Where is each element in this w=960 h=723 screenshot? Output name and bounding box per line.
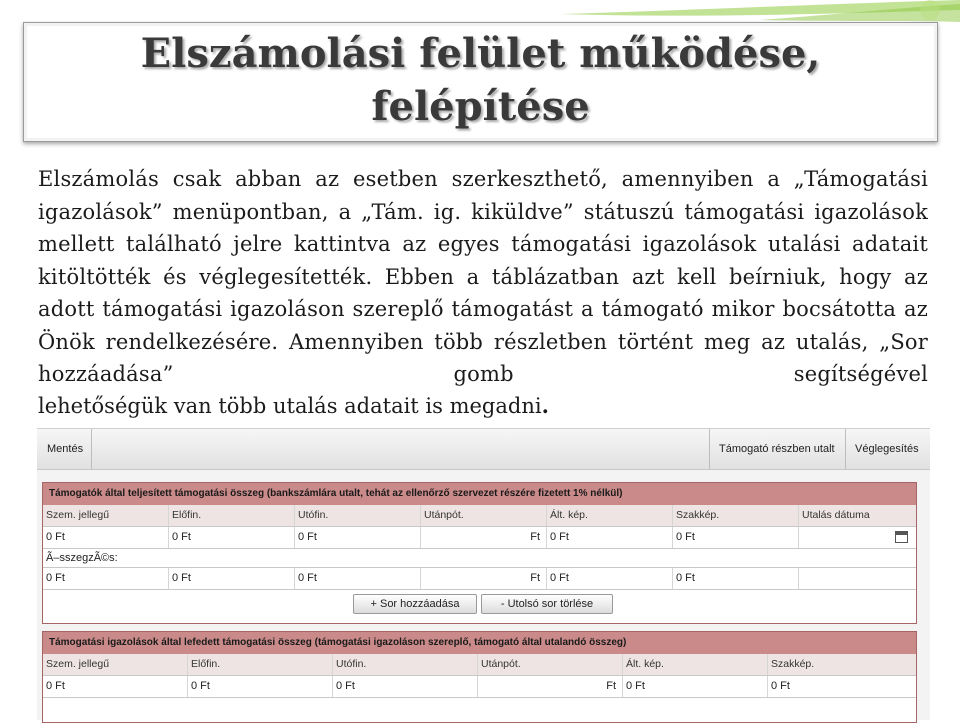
delete-last-row-button[interactable]: - Utolsó sor törlése <box>481 594 613 614</box>
table-cell[interactable]: 0 Ft <box>333 676 478 697</box>
col-header: Előfin. <box>169 505 295 526</box>
col-header: Utófin. <box>295 505 421 526</box>
summary-label-row <box>43 549 916 568</box>
table-cell[interactable]: 0 Ft <box>673 527 799 548</box>
col-header: Előfin. <box>188 654 333 675</box>
toolbar-separator <box>845 429 846 469</box>
toolbar-separator <box>91 429 92 469</box>
col-header: Szakkép. <box>673 505 799 526</box>
last-line-period: . <box>541 393 549 418</box>
supporter-partial-paid-button[interactable]: Támogató részben utalt <box>719 443 835 455</box>
paid-amount-panel <box>42 482 917 624</box>
grid-header-row <box>43 505 916 527</box>
paid-amount-grid <box>43 505 916 623</box>
table-row <box>43 676 916 698</box>
col-header: Szakkép. <box>771 658 815 670</box>
covered-amount-grid <box>43 654 916 722</box>
summary-cell: 0 Ft <box>169 568 295 589</box>
table-cell[interactable]: 0 Ft <box>771 680 790 692</box>
summary-cell: 0 Ft <box>673 568 799 589</box>
table-cell[interactable]: 0 Ft <box>547 527 673 548</box>
col-header: Szem. jellegű <box>43 654 188 675</box>
col-header: Utófin. <box>333 654 478 675</box>
summary-cell: Ft <box>421 568 547 589</box>
toolbar <box>37 428 930 470</box>
grid-header-row <box>43 654 916 676</box>
col-header: Utalás dátuma <box>802 509 870 521</box>
summary-cell <box>799 568 916 589</box>
summary-cell: 0 Ft <box>295 568 421 589</box>
slide-paragraph-last-line <box>38 393 928 418</box>
summary-cell: 0 Ft <box>547 568 673 589</box>
slide-title-box <box>23 22 938 142</box>
add-row-button[interactable]: + Sor hozzáadása <box>353 594 477 614</box>
row-actions <box>43 590 916 618</box>
summary-row <box>43 568 916 590</box>
panel-title: Támogatók által teljesített támogatási összeg (bankszámlára utalt, tehát az ellenőrző szervezet részére fizetett 1% nélkül) <box>43 483 916 505</box>
col-header: Ált. kép. <box>547 505 673 526</box>
app-screenshot <box>37 428 930 720</box>
summary-label: Ã–sszegzÃ©s: <box>46 552 118 564</box>
calendar-icon[interactable] <box>895 531 908 543</box>
table-cell[interactable]: 0 Ft <box>169 527 295 548</box>
slide-title-line1: Elszámolási felület működése, <box>140 30 821 77</box>
slide-paragraph: Elszámolás csak abban az esetben szerkeszthető, amennyiben a „Támogatási igazolások” menüpontban, a „Tám. ig. kiküldve” státuszú támogatási igazolások mellett található jelre kattintva az egyes támogatási igazolások utalási adatait kitöltötték és véglegesítették. Ebben a táblázatban azt kell beírniuk, hogy az adott támogatási igazoláson szereplő támogatást a támogató mikor bocsátotta az Önök rendelkezésére. Amennyiben több részletben történt meg az utalás, „Sor hozzáadása” gomb segítségével <box>38 167 928 386</box>
col-header: Szem. jellegű <box>43 505 169 526</box>
summary-cell: 0 Ft <box>43 568 169 589</box>
last-line-text: lehetőségük van több utalás adatait is megadni <box>38 394 542 418</box>
col-header: Utánpót. <box>421 505 547 526</box>
slide-title-line2: felépítése <box>371 83 590 130</box>
col-header: Utánpót. <box>478 654 623 675</box>
save-button[interactable]: Mentés <box>47 443 84 455</box>
table-cell[interactable]: 0 Ft <box>295 527 421 548</box>
table-cell[interactable]: 0 Ft <box>43 676 188 697</box>
transfer-date-field[interactable] <box>799 527 916 548</box>
toolbar-separator <box>709 429 710 469</box>
table-cell[interactable]: Ft <box>421 527 547 548</box>
table-row <box>43 527 916 549</box>
table-cell[interactable]: Ft <box>478 676 623 697</box>
finalize-button[interactable]: Véglegesítés <box>855 443 919 455</box>
col-header: Ált. kép. <box>623 654 768 675</box>
table-cell[interactable]: 0 Ft <box>188 676 333 697</box>
covered-amount-panel <box>42 631 917 723</box>
table-cell[interactable]: 0 Ft <box>623 676 768 697</box>
table-cell[interactable]: 0 Ft <box>43 527 169 548</box>
panel-title: Támogatási igazolások által lefedett támogatási összeg (támogatási igazoláson szereplő, támogató által utalandó összeg) <box>43 632 916 654</box>
